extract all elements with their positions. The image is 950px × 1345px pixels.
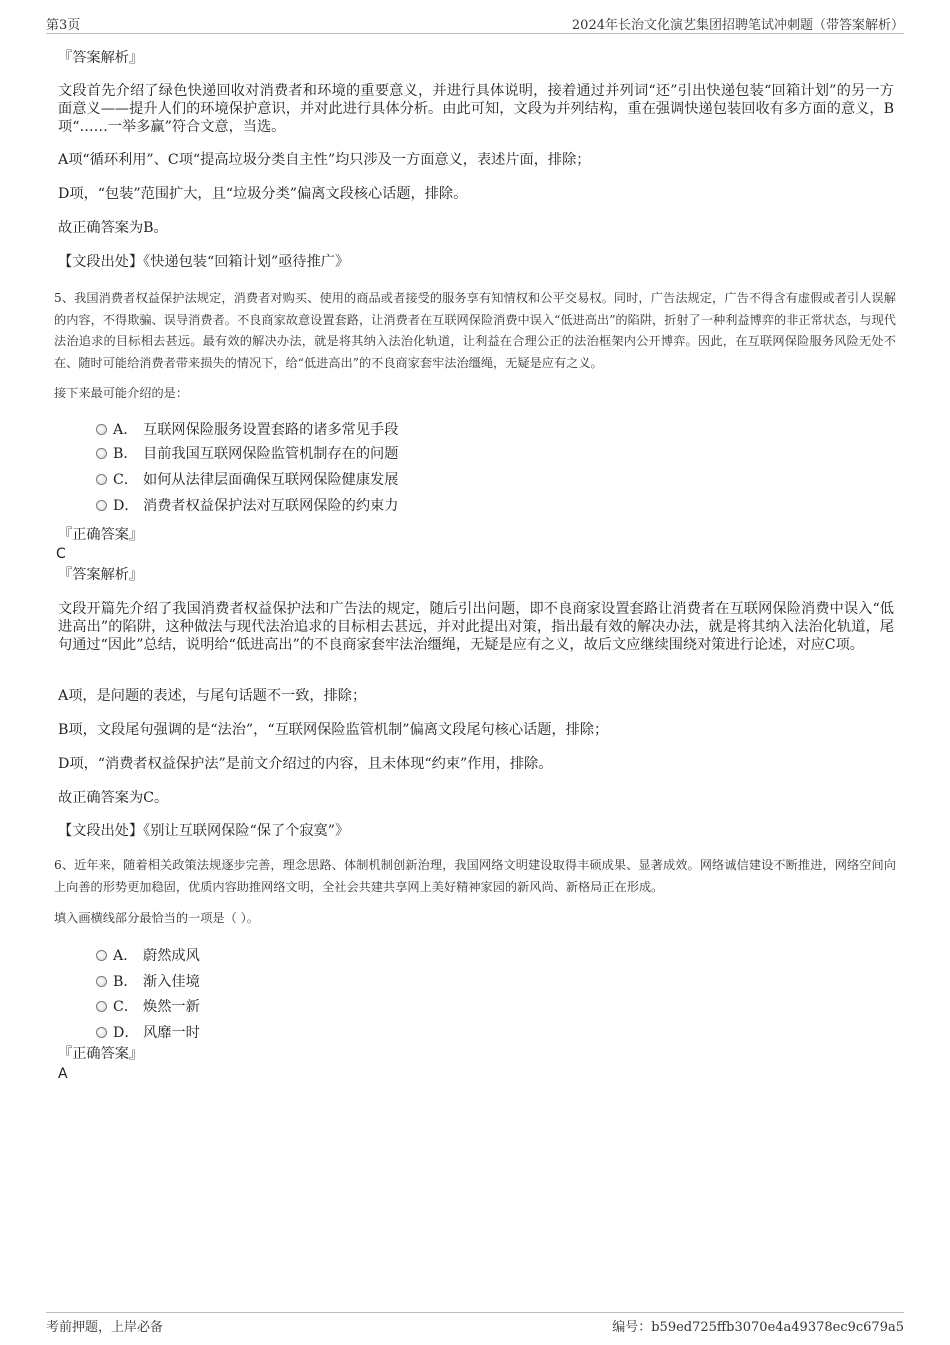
q6-option-b[interactable]	[96, 973, 200, 991]
q6-option-a[interactable]	[96, 947, 200, 965]
radio-icon[interactable]	[96, 950, 107, 961]
q4-analysis: 文段首先介绍了绿色快递回收对消费者和环境的重要意义，并进行具体说明，接着通过并列词“还”引出快递包装“回箱计划”的另一方面意义——提升人们的环境保护意识，并对此进行具体分析。由此可知，文段为并列结构，重在强调快递包装回收有多方面的意义，B项“……一举多赢”符合文意，当选。	[58, 83, 894, 135]
radio-icon[interactable]	[96, 1027, 107, 1038]
radio-icon[interactable]	[96, 1001, 107, 1012]
radio-icon[interactable]	[96, 976, 107, 987]
q6-stem: 6、近年来，随着相关政策法规逐步完善，理念思路、体制机制创新治理，我国网络文明建设取得丰硕成果、显著成效。网络诚信建设不断推进，网络空间向上向善的形势更加稳固，优质内容助推网络文明，全社会共建共享网上美好精神家园的新风尚、新格局正在形成。	[54, 858, 896, 894]
q6-answer: A	[58, 1066, 68, 1082]
q4-note-d: D项，“包装”范围扩大，且“垃圾分类”偏离文段核心话题，排除。	[58, 186, 468, 202]
option-text: 蔚然成风	[143, 948, 200, 964]
option-text: 目前我国互联网保险监管机制存在的问题	[143, 446, 399, 462]
q5-source: 【文段出处】《别让互联网保险“保了个寂寞”》	[58, 823, 350, 839]
option-letter: A．	[113, 948, 138, 964]
q5-prompt: 接下来最可能介绍的是：	[54, 386, 189, 400]
option-letter: D．	[113, 1025, 139, 1041]
q5-note-b: B项，文段尾句强调的是“法治”，“互联网保险监管机制”偏离文段尾句核心话题，排除；	[58, 722, 609, 738]
radio-icon[interactable]	[96, 424, 107, 435]
option-letter: B．	[113, 974, 138, 990]
option-letter: D．	[113, 498, 139, 514]
document-id: 编号：b59ed725ffb3070e4a49378ec9c679a5	[612, 1320, 904, 1335]
page-number: 第3页	[46, 18, 81, 33]
q5-conclusion: 故正确答案为C。	[58, 790, 169, 806]
q5-option-b[interactable]	[96, 445, 398, 463]
q5-note-a: A项，是问题的表述，与尾句话题不一致，排除；	[58, 688, 367, 704]
q6-option-c[interactable]	[96, 998, 200, 1016]
q5-answer-label: 『正确答案』	[58, 527, 144, 543]
option-letter: C．	[113, 472, 139, 488]
option-text: 如何从法律层面确保互联网保险健康发展	[143, 472, 399, 488]
option-letter: B．	[113, 446, 138, 462]
option-text: 焕然一新	[143, 999, 200, 1015]
page-header	[46, 14, 904, 34]
q5-option-c[interactable]	[96, 471, 398, 489]
option-letter: C．	[113, 999, 139, 1015]
q5-analysis: 文段开篇先介绍了我国消费者权益保护法和广告法的规定，随后引出问题，即不良商家设置套路让消费者在互联网保险消费中误入“低进高出”的陷阱，这种做法与现代法治追求的目标相去甚远，并对此提出对策，指出最有效的解决办法，就是将其纳入法治化轨道，尾句通过“因此”总结，说明给“低进高出”的不良商家套牢法治缰绳，无疑是应有之义，故后文应继续围绕对策进行论述，对应C项。	[58, 601, 894, 653]
radio-icon[interactable]	[96, 448, 107, 459]
radio-icon[interactable]	[96, 500, 107, 511]
option-text: 消费者权益保护法对互联网保险的约束力	[143, 498, 399, 514]
q4-analysis-label: 『答案解析』	[58, 50, 144, 66]
radio-icon[interactable]	[96, 474, 107, 485]
q4-conclusion: 故正确答案为B。	[58, 220, 168, 236]
q5-analysis-label: 『答案解析』	[58, 567, 144, 583]
q4-note-ac: A项“循环利用”、C项“提高垃圾分类自主性”均只涉及一方面意义，表述片面，排除；	[58, 152, 591, 168]
option-text: 渐入佳境	[143, 974, 200, 990]
document-title: 2024年长治文化演艺集团招聘笔试冲刺题（带答案解析）	[571, 18, 904, 33]
q6-answer-label: 『正确答案』	[58, 1046, 144, 1062]
q5-stem: 5、我国消费者权益保护法规定，消费者对购买、使用的商品或者接受的服务享有知情权和公平交易权。同时，广告法规定，广告不得含有虚假或者引人误解的内容，不得欺骗、误导消费者。不良商家故意设置套路，让消费者在互联网保险消费中误入“低进高出”的陷阱，折射了一种利益博弈的非正常状态，与现代法治追求的目标相去甚远。最有效的解决办法，就是将其纳入法治化轨道，让利益在合理公正的法治框架内公开博弈。因此，在互联网保险服务风险无处不在、随时可能给消费者带来损失的情况下，给“低进高出”的不良商家套牢法治缰绳，无疑是应有之义。	[54, 291, 896, 370]
page-footer	[46, 1312, 904, 1334]
q6-prompt: 填入画横线部分最恰当的一项是（ ）。	[54, 911, 259, 925]
q5-option-a[interactable]	[96, 421, 398, 439]
footer-slogan: 考前押题，上岸必备	[46, 1320, 164, 1335]
option-text: 互联网保险服务设置套路的诸多常见手段	[143, 422, 399, 438]
q5-option-d[interactable]	[96, 497, 398, 515]
option-letter: A．	[113, 422, 138, 438]
q5-answer: C	[56, 546, 66, 562]
option-text: 风靡一时	[143, 1025, 200, 1041]
q6-option-d[interactable]	[96, 1024, 200, 1042]
q4-source: 【文段出处】《快递包装“回箱计划”亟待推广》	[58, 254, 350, 270]
q5-note-d: D项，“消费者权益保护法”是前文介绍过的内容，且未体现“约束”作用，排除。	[58, 756, 553, 772]
